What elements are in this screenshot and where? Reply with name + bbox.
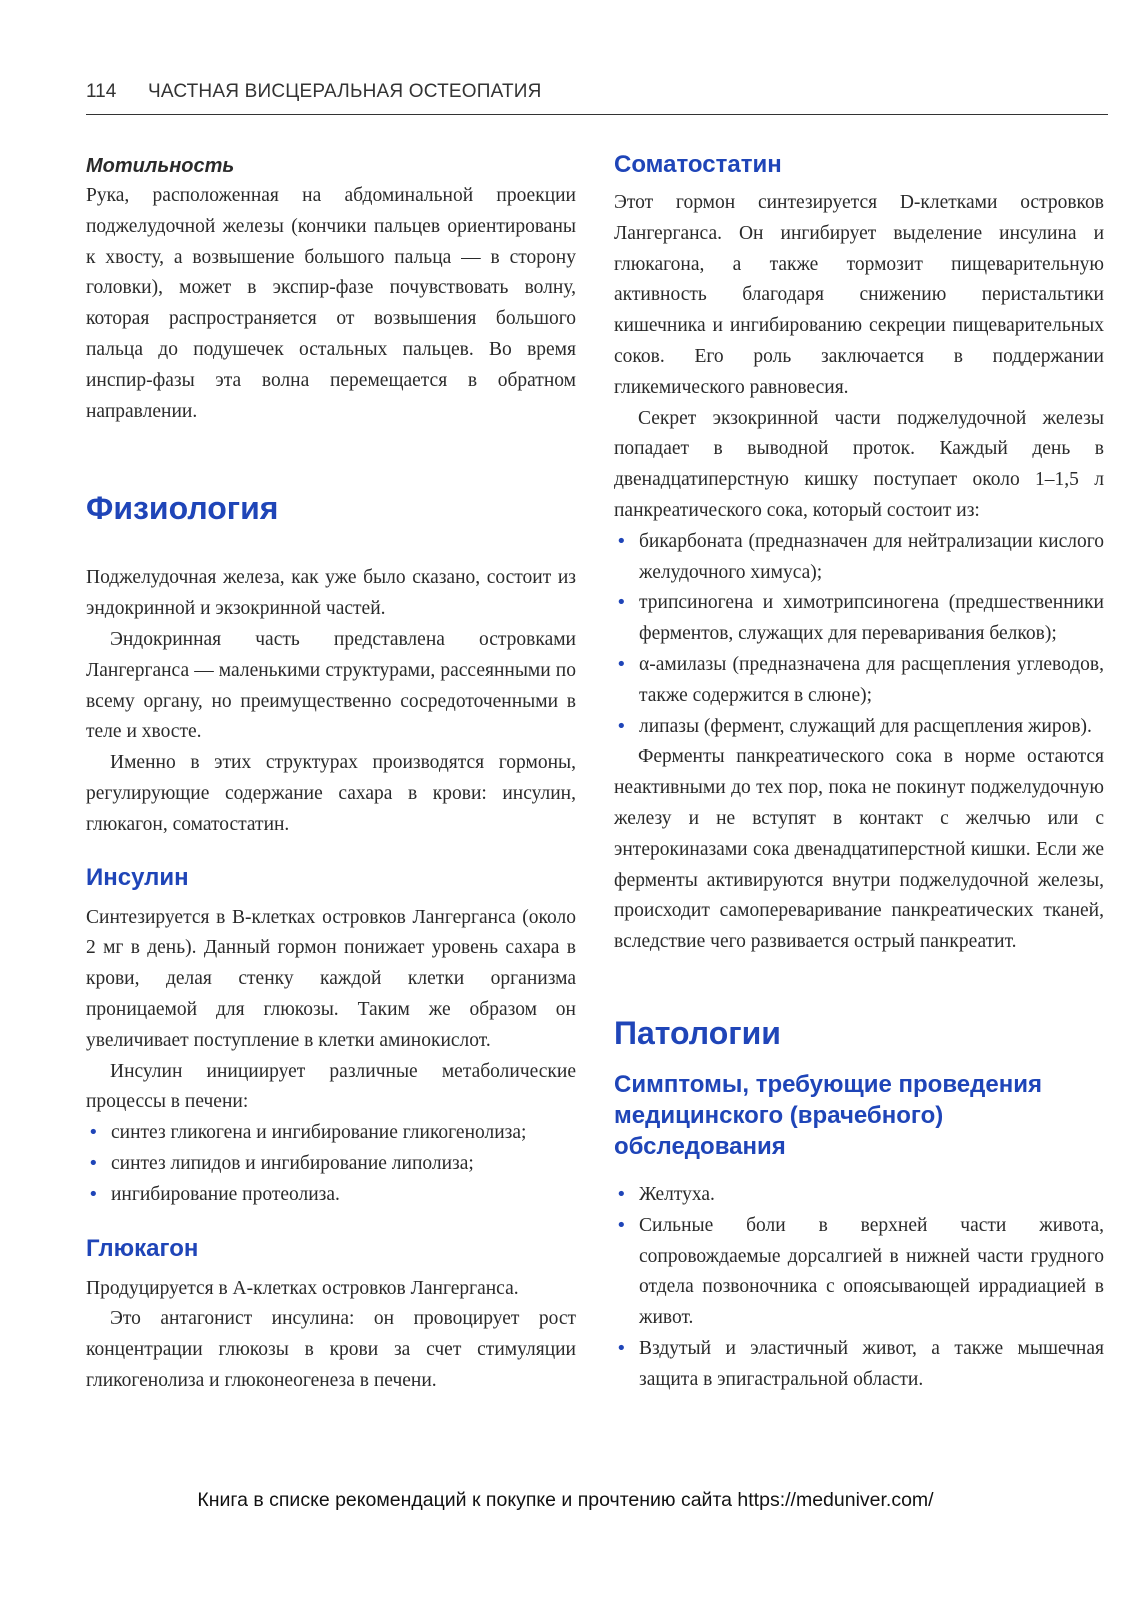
- insulin-paragraph-1: Синтезируется в B-клетках островков Лангерганса (около 2 мг в день). Данный гормон понижает уровень сахара в крови, делая стенку каждой клетки организма проницаемой для глюкозы. Таким же образом он увеличивает поступление в клетки аминокислот.: [86, 906, 576, 1051]
- list-item: • ингибирование протеолиза.: [86, 1180, 576, 1211]
- list-item: • синтез гликогена и ингибирование гликогенолиза;: [86, 1118, 576, 1149]
- list-item: • трипсиногена и химотрипсиногена (предшественники ферментов, служащих для переваривания белков);: [614, 588, 1104, 650]
- glucagon-paragraph-2: Это антагонист инсулина: он провоцирует рост концентрации глюкозы в крови за счет стимуляции гликогенолиза и глюконеогенеза в печени.: [86, 1308, 576, 1391]
- bullet-icon: •: [616, 1337, 627, 1359]
- enzymes-paragraph: Ферменты панкреатического сока в норме остаются неактивными до тех пор, пока не покинут поджелудочную железу и не вступят в контакт с желчью или с энтерокиназами сока двенадцатиперстной кишки. Если же ферменты активируются внутри поджелудочной железы, происходит самопереваривание панкреатических тканей, вследствие чего развивается острый панкреатит.: [614, 746, 1104, 953]
- insulin-heading: Инсулин: [86, 863, 189, 891]
- motility-paragraph: Рука, расположенная на абдоминальной проекции поджелудочной железы (кончики пальцев ориентированы к хвосту, а возвышение большого пальца — в сторону головки), может в экспир-фазе почувствовать волну, которая распространяется от возвышения большого пальца до подушечек остальных пальцев. Во время инспир-фазы эта волна перемещается в обратном направлении.: [86, 185, 576, 422]
- bullet-icon: •: [88, 1122, 99, 1144]
- running-header: [86, 80, 1108, 115]
- bullet-icon: •: [616, 1183, 627, 1205]
- symptoms-list: [614, 1180, 1104, 1396]
- bullet-icon: •: [616, 653, 627, 675]
- glucagon-heading: Глюкагон: [86, 1234, 199, 1262]
- physiology-paragraph-3: Именно в этих структурах производятся гормоны, регулирующие содержание сахара в крови: инсулин, глюкагон, соматостатин.: [86, 752, 576, 835]
- list-item: • липазы (фермент, служащий для расщепления жиров).: [614, 712, 1104, 743]
- bullet-icon: •: [616, 1214, 627, 1236]
- somatostatin-paragraph-2: Секрет экзокринной части поджелудочной железы попадает в выводной проток. Каждый день в двенадцатиперстную кишку поступает около 1–1,5 л панкреатического сока, который состоит из:: [614, 407, 1104, 521]
- physiology-paragraph-1: Поджелудочная железа, как уже было сказано, состоит из эндокринной и экзокринной частей.: [86, 567, 576, 620]
- page-number: 114: [86, 81, 117, 102]
- running-title: ЧАСТНАЯ ВИСЦЕРАЛЬНАЯ ОСТЕОПАТИЯ: [148, 81, 542, 102]
- bullet-icon: •: [616, 592, 627, 614]
- motility-heading: Мотильность: [86, 155, 235, 177]
- somatostatin-paragraph-1: Этот гормон синтезируется D-клетками островков Лангерганса. Он ингибирует выделение инсулина и глюкагона, а также тормозит пищеварительную активность благодаря снижению перистальтики кишечника и ингибированию секреции пищеварительных соков. Его роль заключается в поддержании гликемического равновесия.: [614, 192, 1104, 398]
- bullet-icon: •: [616, 715, 627, 737]
- list-item: • бикарбоната (предназначен для нейтрализации кислого желудочного химуса);: [614, 527, 1104, 589]
- right-column: [614, 145, 1104, 1396]
- list-item: • α-амилазы (предназначена для расщепления углеводов, также содержится в слюне);: [614, 650, 1104, 712]
- left-column: [86, 145, 576, 1397]
- pancreatic-juice-list: [614, 527, 1104, 743]
- list-item: • Сильные боли в верхней части живота, сопровождаемые дорсалгией в нижней части грудного отдела позвоночника с опоясывающей иррадиацией в живот.: [614, 1211, 1104, 1334]
- list-item: • Вздутый и эластичный живот, а также мышечная защита в эпигастральной области.: [614, 1334, 1104, 1396]
- insulin-list: [86, 1118, 576, 1210]
- insulin-paragraph-2: Инсулин инициирует различные метаболические процессы в печени:: [86, 1060, 576, 1113]
- physiology-paragraph-2: Эндокринная часть представлена островками Лангерганса — маленькими структурами, рассеянными по всему органу, но преимущественно сосредоточенными в теле и хвосте.: [86, 628, 576, 743]
- bullet-icon: •: [88, 1152, 99, 1174]
- footer-note: Книга в списке рекомендаций к покупке и прочтению сайта https://meduniver.com/: [197, 1489, 934, 1511]
- physiology-heading: Физиология: [86, 490, 279, 527]
- bullet-icon: •: [88, 1183, 99, 1205]
- pathology-heading: Патологии: [614, 1014, 781, 1051]
- glucagon-paragraph-1: Продуцируется в A-клетках островков Лангерганса.: [86, 1277, 519, 1299]
- list-item: • синтез липидов и ингибирование липолиза;: [86, 1149, 576, 1180]
- list-item: • Желтуха.: [614, 1180, 1104, 1211]
- bullet-icon: •: [616, 530, 627, 552]
- somatostatin-heading: Соматостатин: [614, 151, 782, 178]
- symptoms-heading: Симптомы, требующие проведения медицинского (врачебного) обследования: [614, 1070, 1042, 1160]
